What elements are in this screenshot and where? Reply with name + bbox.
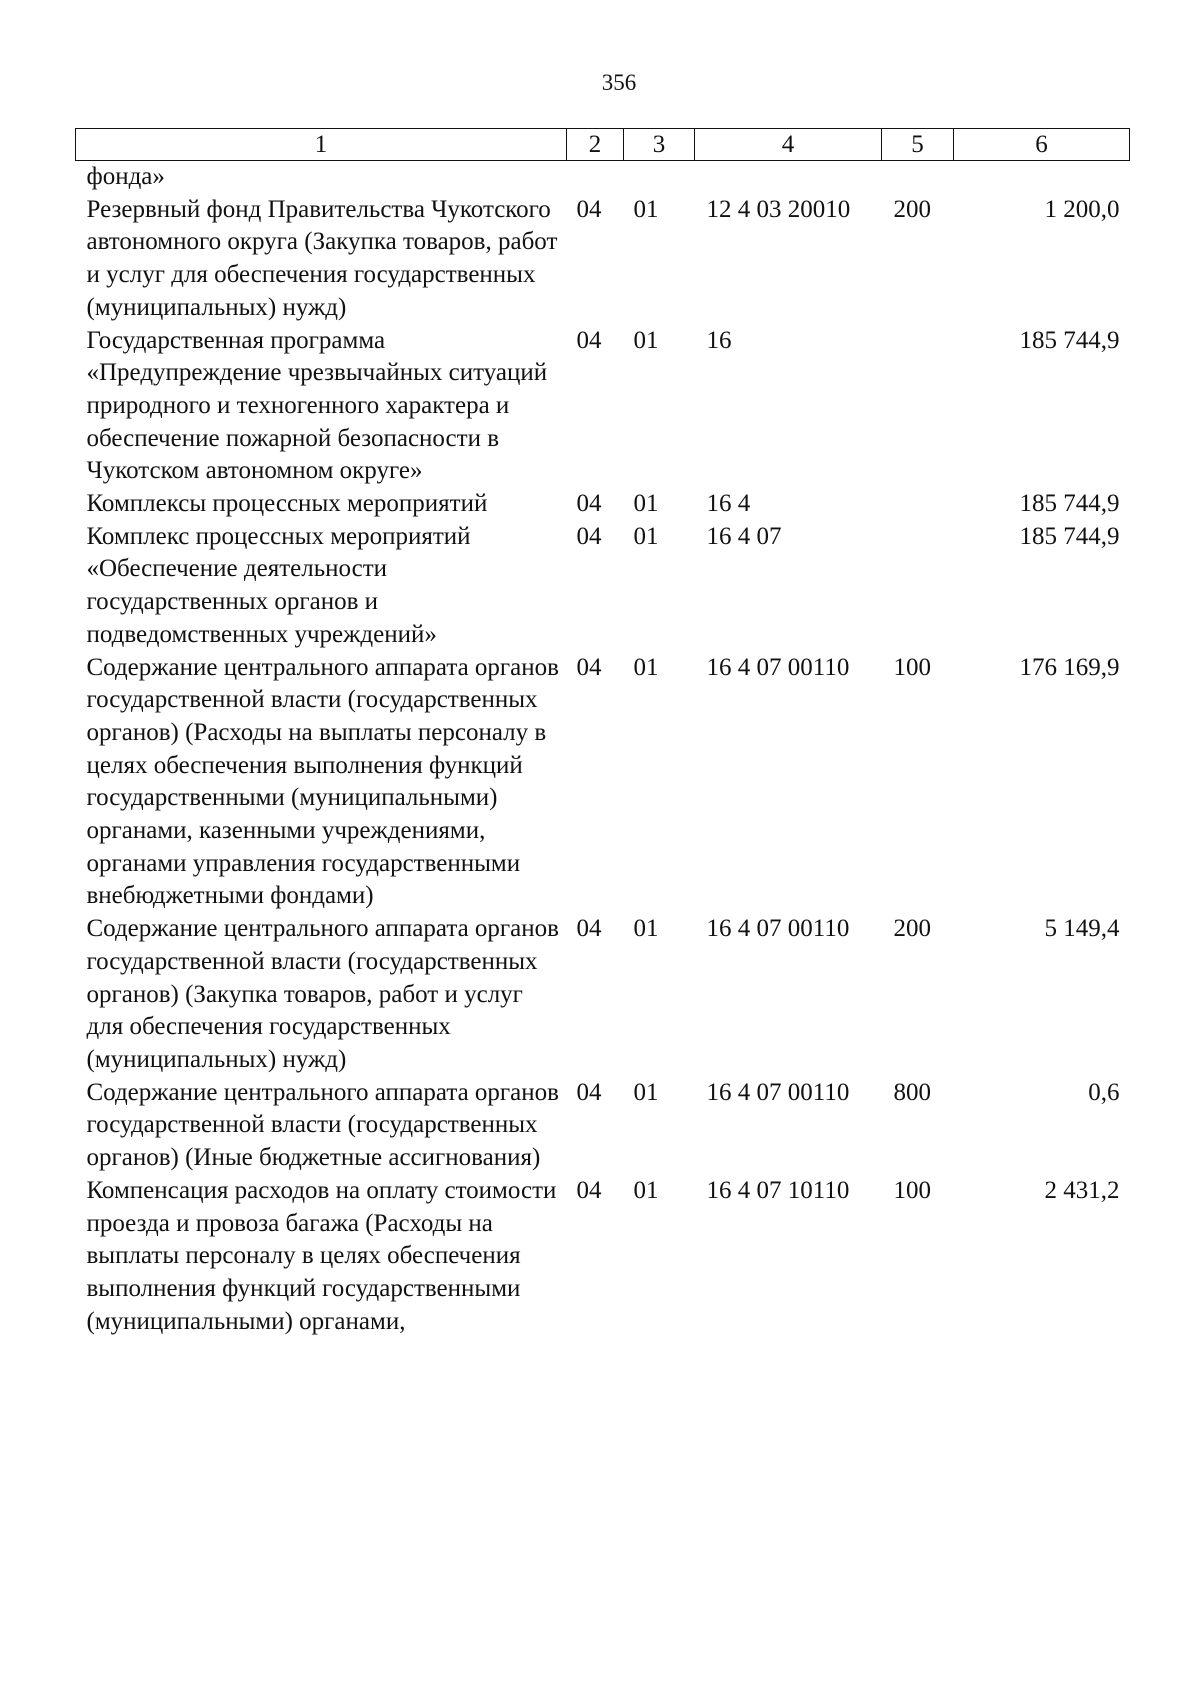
row-subsection: 01: [633, 1176, 659, 1204]
header-row: [76, 129, 1130, 161]
header-col-2: 2: [567, 129, 624, 161]
row-name: Комплекс процессных мероприятий «Обеспечение деятельности государственных органов и подведомственных учреждений»: [86, 522, 471, 648]
row-amount: 185 744,9: [1019, 326, 1120, 354]
row-expense-type: 200: [893, 195, 931, 223]
row-expense-type: [882, 161, 954, 194]
row-section: 04: [576, 490, 602, 518]
table-header: [76, 129, 1130, 161]
row-subsection: 01: [633, 522, 659, 550]
header-col-4: 4: [695, 129, 882, 161]
row-section: 04: [576, 1078, 602, 1106]
row-target-code: 16 4 07 00110: [706, 653, 850, 681]
row-amount: 185 744,9: [1019, 490, 1120, 518]
row-section: 04: [576, 522, 602, 550]
row-section: 04: [576, 915, 602, 943]
row-subsection: 01: [633, 915, 659, 943]
row-target-code: 12 4 03 20010: [706, 195, 851, 223]
table-row: [76, 1077, 1130, 1175]
row-name: Комплексы процессных мероприятий: [86, 490, 488, 518]
row-amount: 185 744,9: [1019, 522, 1120, 550]
row-target-code: 16 4 07: [706, 522, 782, 550]
row-amount: 0,6: [1088, 1078, 1120, 1106]
row-target-code: 16 4: [706, 490, 751, 518]
row-amount: 2 431,2: [1044, 1176, 1120, 1204]
row-target-code: 16 4 07 10110: [706, 1176, 850, 1204]
row-subsection: 01: [633, 195, 659, 223]
page-number: 356: [601, 70, 637, 95]
row-section: 04: [576, 326, 602, 354]
row-section: 04: [576, 1176, 602, 1204]
row-section: 04: [576, 653, 602, 681]
table-row: [76, 1175, 1130, 1339]
table-row: [76, 161, 1130, 194]
row-subsection: 01: [633, 653, 659, 681]
row-amount: 1 200,0: [1044, 195, 1120, 223]
row-expense-type: 200: [893, 915, 931, 943]
table-row: [76, 652, 1130, 914]
row-name: Компенсация расходов на оплату стоимости проезда и провоза багажа (Расходы на выплаты персоналу в целях обеспечения выполнения функций государственными (муниципальными) органами,: [86, 1176, 557, 1335]
header-col-5: 5: [882, 129, 954, 161]
row-name: фонда»: [86, 163, 165, 190]
row-expense-type: 100: [893, 653, 931, 681]
header-col-3: 3: [624, 129, 695, 161]
budget-table: [75, 128, 1130, 1338]
row-name: Содержание центрального аппарата органов государственной власти (государственных органов) (Закупка товаров, работ и услуг для обеспечения государственных (муниципальных) нужд): [86, 915, 559, 1073]
row-expense-type: [882, 325, 954, 489]
row-expense-type: [882, 488, 954, 521]
row-target-code: 16 4 07 00110: [706, 915, 850, 943]
row-amount: 5 149,4: [1044, 915, 1120, 943]
row-subsection: [624, 161, 695, 194]
row-subsection: 01: [633, 1078, 659, 1106]
row-amount: 176 169,9: [1019, 653, 1120, 681]
row-section: 04: [576, 195, 602, 223]
row-target-code: [695, 161, 882, 194]
row-subsection: 01: [633, 326, 659, 354]
row-name: Государственная программа «Предупреждение чрезвычайных ситуаций природного и техногенного характера и обеспечение пожарной безопасности в Чукотском автономном округе»: [86, 326, 548, 485]
table-row: [76, 488, 1130, 521]
row-expense-type: 100: [893, 1176, 931, 1204]
row-section: [567, 161, 624, 194]
row-name: Содержание центрального аппарата органов государственной власти (государственных органов) (Расходы на выплаты персоналу в целях обеспечения выполнения функций государственными (муниципальными) органами, казенными учреждениями, органами управления государственными внебюджетными фондами): [86, 653, 559, 910]
row-target-code: 16: [706, 326, 732, 354]
row-name: Резервный фонд Правительства Чукотского автономного округа (Закупка товаров, работ и услуг для обеспечения государственных (муниципальных) нужд): [86, 195, 558, 321]
table-body: [76, 161, 1130, 1339]
table-row: [76, 325, 1130, 489]
table-row: [76, 521, 1130, 652]
row-target-code: 16 4 07 00110: [706, 1078, 850, 1106]
row-name: Содержание центрального аппарата органов государственной власти (государственных органов) (Иные бюджетные ассигнования): [86, 1078, 559, 1172]
table-row: [76, 194, 1130, 325]
row-amount: [954, 161, 1130, 194]
row-expense-type: 800: [893, 1078, 931, 1106]
row-expense-type: [882, 521, 954, 652]
header-col-6: 6: [954, 129, 1130, 161]
row-subsection: 01: [633, 490, 659, 518]
table-row: [76, 913, 1130, 1077]
header-col-1: 1: [76, 129, 567, 161]
